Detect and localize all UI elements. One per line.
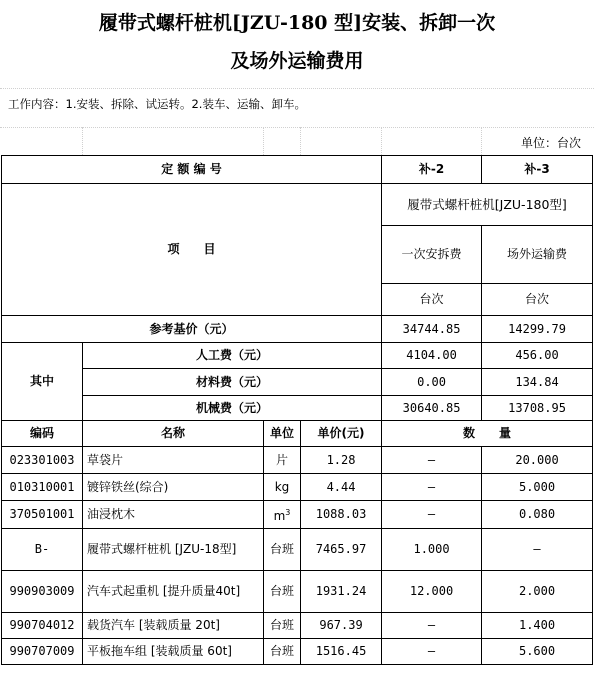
item-code: 023301003 bbox=[2, 447, 83, 474]
item-name: 油浸枕木 bbox=[83, 501, 264, 529]
item-unit-base: m bbox=[273, 509, 286, 523]
column-header-name: 名称 bbox=[83, 421, 264, 447]
breakdown-label: 材料费（元） bbox=[83, 369, 382, 396]
machine-cost-row bbox=[2, 396, 593, 421]
quota-code: 补-2 bbox=[382, 156, 482, 184]
sub-item: 场外运输费 bbox=[482, 226, 593, 284]
labor-cost-row bbox=[2, 343, 593, 369]
item-code: 990704012 bbox=[2, 613, 83, 639]
item-quantity: — bbox=[382, 613, 482, 639]
document-title-line1: 履带式螺杆桩机[JZU-180 型]安装、拆卸一次 bbox=[98, 12, 496, 34]
column-header-code: 编码 bbox=[2, 421, 83, 447]
breakdown-label: 人工费（元） bbox=[83, 343, 382, 369]
item-quantity: 5.000 bbox=[482, 474, 593, 501]
item-code: 990707009 bbox=[2, 639, 83, 665]
item-unit bbox=[264, 501, 301, 529]
item-unit: 台班 bbox=[264, 613, 301, 639]
item-name: 平板拖车组 [装载质量 60t] bbox=[83, 639, 264, 665]
machine-name: 履带式螺杆桩机[JZU-180型] bbox=[382, 184, 593, 226]
breakdown-value: 13708.95 bbox=[482, 396, 593, 421]
grid-line bbox=[0, 88, 594, 89]
column-header-quantity: 数 量 bbox=[382, 421, 593, 447]
table-row bbox=[2, 529, 593, 571]
item-code: 010310001 bbox=[2, 474, 83, 501]
table-row bbox=[2, 447, 593, 474]
item-price: 1516.45 bbox=[301, 639, 382, 665]
grid-line bbox=[481, 127, 482, 155]
item-name: 汽车式起重机 [提升质量40t] bbox=[83, 571, 264, 613]
grid-line bbox=[0, 127, 594, 128]
breakdown-value: 4104.00 bbox=[382, 343, 482, 369]
table-row bbox=[2, 639, 593, 665]
item-quantity: 12.000 bbox=[382, 571, 482, 613]
item-code: 990903009 bbox=[2, 571, 83, 613]
item-unit: 台班 bbox=[264, 639, 301, 665]
quota-code: 补-3 bbox=[482, 156, 593, 184]
column-header-price: 单价(元) bbox=[301, 421, 382, 447]
breakdown-value: 30640.85 bbox=[382, 396, 482, 421]
item-price: 7465.97 bbox=[301, 529, 382, 571]
table-row bbox=[2, 474, 593, 501]
material-cost-row bbox=[2, 369, 593, 396]
item-quantity: — bbox=[382, 474, 482, 501]
item-quantity: — bbox=[482, 529, 593, 571]
work-content: 工作内容：1.安装、拆除、试运转。2.装车、运输、卸车。 bbox=[8, 97, 306, 111]
item-quantity: 20.000 bbox=[482, 447, 593, 474]
base-price-value: 34744.85 bbox=[382, 316, 482, 343]
item-quantity: — bbox=[382, 639, 482, 665]
grid-line bbox=[82, 127, 83, 155]
item-code: 370501001 bbox=[2, 501, 83, 529]
grid-line bbox=[381, 127, 382, 155]
item-name: 镀锌铁丝(综合) bbox=[83, 474, 264, 501]
item-code: B- bbox=[2, 529, 83, 571]
quota-code-row bbox=[2, 156, 593, 184]
item-unit: kg bbox=[264, 474, 301, 501]
machine-row bbox=[2, 184, 593, 226]
breakdown-value: 0.00 bbox=[382, 369, 482, 396]
unit-note: 单位：台次 bbox=[521, 136, 582, 150]
item-price: 1931.24 bbox=[301, 571, 382, 613]
item-price: 967.39 bbox=[301, 613, 382, 639]
column-header-unit: 单位 bbox=[264, 421, 301, 447]
item-unit-exponent: 3 bbox=[285, 508, 291, 517]
item-unit: 片 bbox=[264, 447, 301, 474]
column-header-row bbox=[2, 421, 593, 447]
base-price-label: 参考基价（元） bbox=[2, 316, 382, 343]
breakdown-group-label: 其中 bbox=[2, 343, 83, 421]
quota-label: 定 额 编 号 bbox=[2, 156, 382, 184]
table-row bbox=[2, 501, 593, 529]
grid-line bbox=[263, 127, 264, 155]
unit-cell: 台次 bbox=[482, 284, 593, 316]
breakdown-label: 机械费（元） bbox=[83, 396, 382, 421]
breakdown-value: 134.84 bbox=[482, 369, 593, 396]
item-quantity: — bbox=[382, 447, 482, 474]
document-title-line2: 及场外运输费用 bbox=[230, 50, 364, 72]
item-price: 4.44 bbox=[301, 474, 382, 501]
grid-line bbox=[300, 127, 301, 155]
base-price-value: 14299.79 bbox=[482, 316, 593, 343]
item-quantity: 5.600 bbox=[482, 639, 593, 665]
item-quantity: 2.000 bbox=[482, 571, 593, 613]
sub-item: 一次安拆费 bbox=[382, 226, 482, 284]
item-quantity: 1.000 bbox=[382, 529, 482, 571]
item-quantity: — bbox=[382, 501, 482, 529]
breakdown-value: 456.00 bbox=[482, 343, 593, 369]
item-label: 项 目 bbox=[2, 184, 382, 316]
base-price-row bbox=[2, 316, 593, 343]
item-unit: 台班 bbox=[264, 571, 301, 613]
table-row bbox=[2, 613, 593, 639]
table-row bbox=[2, 571, 593, 613]
item-unit: 台班 bbox=[264, 529, 301, 571]
item-price: 1.28 bbox=[301, 447, 382, 474]
item-name: 履带式螺杆桩机 [JZU-18型] bbox=[83, 529, 264, 571]
item-quantity: 0.080 bbox=[482, 501, 593, 529]
item-quantity: 1.400 bbox=[482, 613, 593, 639]
item-name: 草袋片 bbox=[83, 447, 264, 474]
unit-cell: 台次 bbox=[382, 284, 482, 316]
quota-table bbox=[1, 155, 593, 665]
item-price: 1088.03 bbox=[301, 501, 382, 529]
item-name: 载货汽车 [装载质量 20t] bbox=[83, 613, 264, 639]
